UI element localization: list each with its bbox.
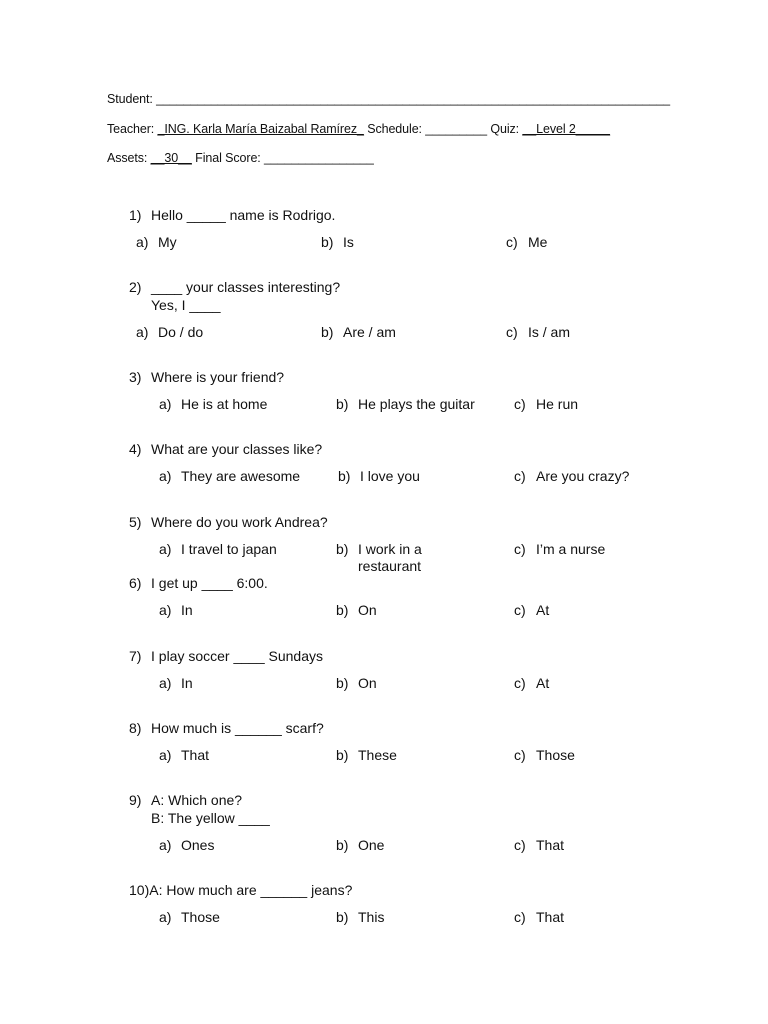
q1-option-b[interactable]: b) Is [321, 234, 354, 250]
question-7 [129, 647, 323, 665]
question-9-line-2 [151, 809, 270, 827]
question-8 [129, 719, 324, 737]
question-3 [129, 368, 284, 386]
q8-option-c[interactable]: c) Those [514, 747, 575, 763]
question-6 [129, 574, 268, 592]
question-number: 8) [129, 720, 142, 736]
question-number: 5) [129, 514, 142, 530]
schedule-field[interactable]: _________ [425, 122, 487, 136]
q8-option-a[interactable]: a) That [159, 747, 210, 763]
question-number: 4) [129, 441, 142, 457]
question-2-line-2 [151, 296, 221, 314]
question-text: Where is your friend? [151, 369, 285, 385]
quiz-level: __Level 2_____ [522, 122, 610, 136]
q1-option-c[interactable]: c) Me [506, 234, 548, 250]
question-number: 3) [129, 369, 142, 385]
question-text: B: The yellow ____ [151, 810, 270, 826]
q1-option-a[interactable]: a) My [136, 234, 177, 250]
question-number: 2) [129, 279, 142, 295]
q2-option-c[interactable]: c) Is / am [506, 324, 571, 340]
teacher-name: _ING. Karla María Baizabal Ramírez_ [157, 122, 364, 136]
question-number: 9) [129, 792, 142, 808]
question-text: How much is ______ scarf? [151, 720, 324, 736]
assets-line [107, 151, 374, 165]
q10-option-b[interactable]: b) This [336, 909, 385, 925]
question-9 [129, 791, 242, 809]
question-text: I play soccer ____ Sundays [151, 648, 323, 664]
question-number: 10) [129, 882, 150, 898]
q6-option-c[interactable]: c) At [514, 602, 550, 618]
q3-option-a[interactable]: a) He is at home [159, 396, 268, 412]
q7-option-c[interactable]: c) At [514, 675, 550, 691]
q10-option-a[interactable]: a) Those [159, 909, 220, 925]
question-number: 7) [129, 648, 142, 664]
question-text: What are your classes like? [151, 441, 323, 457]
q9-option-b[interactable]: b) One [336, 837, 385, 853]
q4-option-a[interactable]: a) They are awesome [159, 468, 301, 484]
q6-option-a[interactable]: a) In [159, 602, 193, 618]
q5-option-c[interactable]: c) I’m a nurse [514, 541, 606, 557]
q3-option-c[interactable]: c) He run [514, 396, 579, 412]
assets-label: Assets: [107, 151, 148, 165]
student-label: Student: [107, 92, 153, 106]
question-10 [129, 881, 352, 899]
final-score-field[interactable]: ________________ [264, 151, 374, 165]
q8-option-b[interactable]: b) These [336, 747, 397, 763]
q9-option-c[interactable]: c) That [514, 837, 565, 853]
student-line [107, 92, 670, 106]
teacher-line [107, 122, 610, 136]
quiz-label: Quiz: [490, 122, 520, 136]
q9-option-a[interactable]: a) Ones [159, 837, 215, 853]
q5-option-a[interactable]: a) I travel to japan [159, 541, 277, 557]
question-text: A: Which one? [151, 792, 243, 808]
q4-option-b[interactable]: b) I love you [338, 468, 420, 484]
assets-value: __30__ [150, 151, 192, 165]
schedule-label: Schedule: [367, 122, 422, 136]
q5-option-b[interactable]: b) I work in a restaurant [336, 541, 422, 574]
q10-option-c[interactable]: c) That [514, 909, 565, 925]
q4-option-c[interactable]: c) Are you crazy? [514, 468, 630, 484]
question-4 [129, 440, 322, 458]
question-text: I get up ____ 6:00. [151, 575, 268, 591]
q3-option-b[interactable]: b) He plays the guitar [336, 396, 475, 412]
question-number: 6) [129, 575, 142, 591]
question-text: Where do you work Andrea? [151, 514, 328, 530]
question-number: 1) [129, 207, 142, 223]
question-1 [129, 206, 335, 224]
question-text: Hello _____ name is Rodrigo. [151, 207, 336, 223]
q7-option-a[interactable]: a) In [159, 675, 193, 691]
teacher-label: Teacher: [107, 122, 155, 136]
question-text: A: How much are ______ jeans? [149, 882, 353, 898]
q6-option-b[interactable]: b) On [336, 602, 377, 618]
q2-option-a[interactable]: a) Do / do [136, 324, 204, 340]
question-2 [129, 278, 340, 296]
question-text: ____ your classes interesting? [151, 279, 341, 295]
final-score-label: Final Score: [195, 151, 261, 165]
q2-option-b[interactable]: b) Are / am [321, 324, 396, 340]
question-5 [129, 513, 328, 531]
question-text: Yes, I ____ [151, 297, 221, 313]
student-name-field[interactable]: ___________________________________________________________________________ [156, 92, 671, 106]
q7-option-b[interactable]: b) On [336, 675, 377, 691]
